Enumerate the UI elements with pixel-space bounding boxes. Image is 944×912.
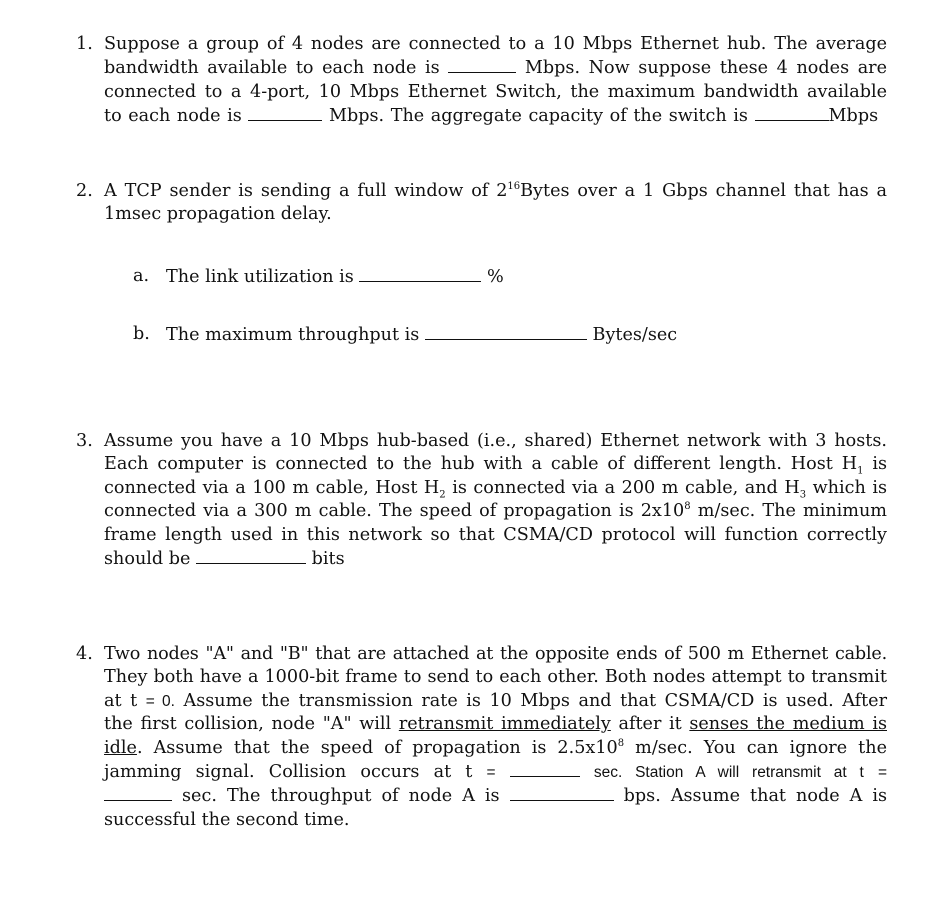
text-line: Suppose a group of 4 nodes are connected to a 10 Mbps Ethernet hub. The average (104, 34, 887, 54)
text-line: to each node is Mbps. The aggregate capacity of the switch is Mbps (104, 106, 879, 127)
text-line: idle. Assume that the speed of propagation is $2.5x10^8$ m/sec. You can ignore the (104, 737, 887, 758)
answer-blank[interactable] (425, 323, 587, 340)
text-line: A TCP sender is sending a full window of $2^{16}Bytes$ over a 1 Gbps channel that has a (104, 181, 887, 201)
question-3-text (104, 430, 887, 571)
question-number: 2. (76, 181, 93, 201)
answer-blank[interactable] (448, 56, 516, 73)
text-line: Assume you have a 10 Mbps hub-based (i.e., shared) Ethernet network with 3 hosts. (104, 431, 887, 451)
question-4-text (104, 643, 887, 832)
question-number: 3. (76, 431, 93, 451)
answer-blank[interactable] (196, 547, 306, 564)
text-line: at t = 0. Assume the transmission rate is 10 Mbps and that CSMA/CD is used. After (104, 690, 888, 711)
text-line: Each computer is connected to the hub with a cable of different length. Host $H_1$ is (104, 454, 887, 477)
text-line: should be bits (104, 549, 345, 570)
sub-letter: a. (133, 266, 150, 286)
answer-blank[interactable] (248, 104, 322, 121)
text-line: They both have a 1000-bit frame to send to each other. Both nodes attempt to transmit (104, 667, 887, 688)
text-line: jamming signal. Collision occurs at t = sec. Station A will retransmit at t = (104, 762, 888, 783)
question-1-text (104, 33, 887, 129)
answer-blank[interactable] (510, 784, 614, 801)
text-line: Two nodes "A" and "B" that are attached at the opposite ends of 500 m Ethernet cable. (104, 644, 887, 664)
answer-blank[interactable] (510, 760, 580, 777)
answer-blank[interactable] (104, 784, 172, 801)
question-number: 4. (76, 644, 93, 664)
question-number: 1. (76, 34, 93, 54)
question-2-text (104, 180, 887, 227)
answer-blank[interactable] (755, 104, 829, 121)
text-line: frame length used in this network so that CSMA/CD protocol will function correctly (104, 524, 887, 545)
text-line: bandwidth available to each node is Mbps. Now suppose these 4 nodes are (104, 58, 888, 79)
text-line: successful the second time. (104, 809, 350, 830)
text-line: the first collision, node "A" will retransmit immediately after it senses the medium is (104, 714, 887, 735)
text-line: sec. The throughput of node A is bps. Assume that node A is (104, 784, 887, 808)
text-line: connected to a 4-port, 10 Mbps Ethernet Switch, the maximum bandwidth available (104, 81, 887, 102)
sub-text: The link utilization is % (166, 267, 504, 287)
answer-blank[interactable] (359, 265, 481, 282)
sub-text: The maximum throughput is Bytes/sec (166, 325, 678, 345)
text-line: connected via a 100 m cable, Host $H_2$ is connected via a 200 m cable, and $H_3$ which is (104, 477, 888, 501)
text-line: 1msec propagation delay. (104, 204, 332, 225)
text-line: connected via a 300 m cable. The speed of propagation is $2x10^8$ m/sec. The minimum (104, 501, 887, 522)
sub-letter: b. (133, 324, 150, 344)
